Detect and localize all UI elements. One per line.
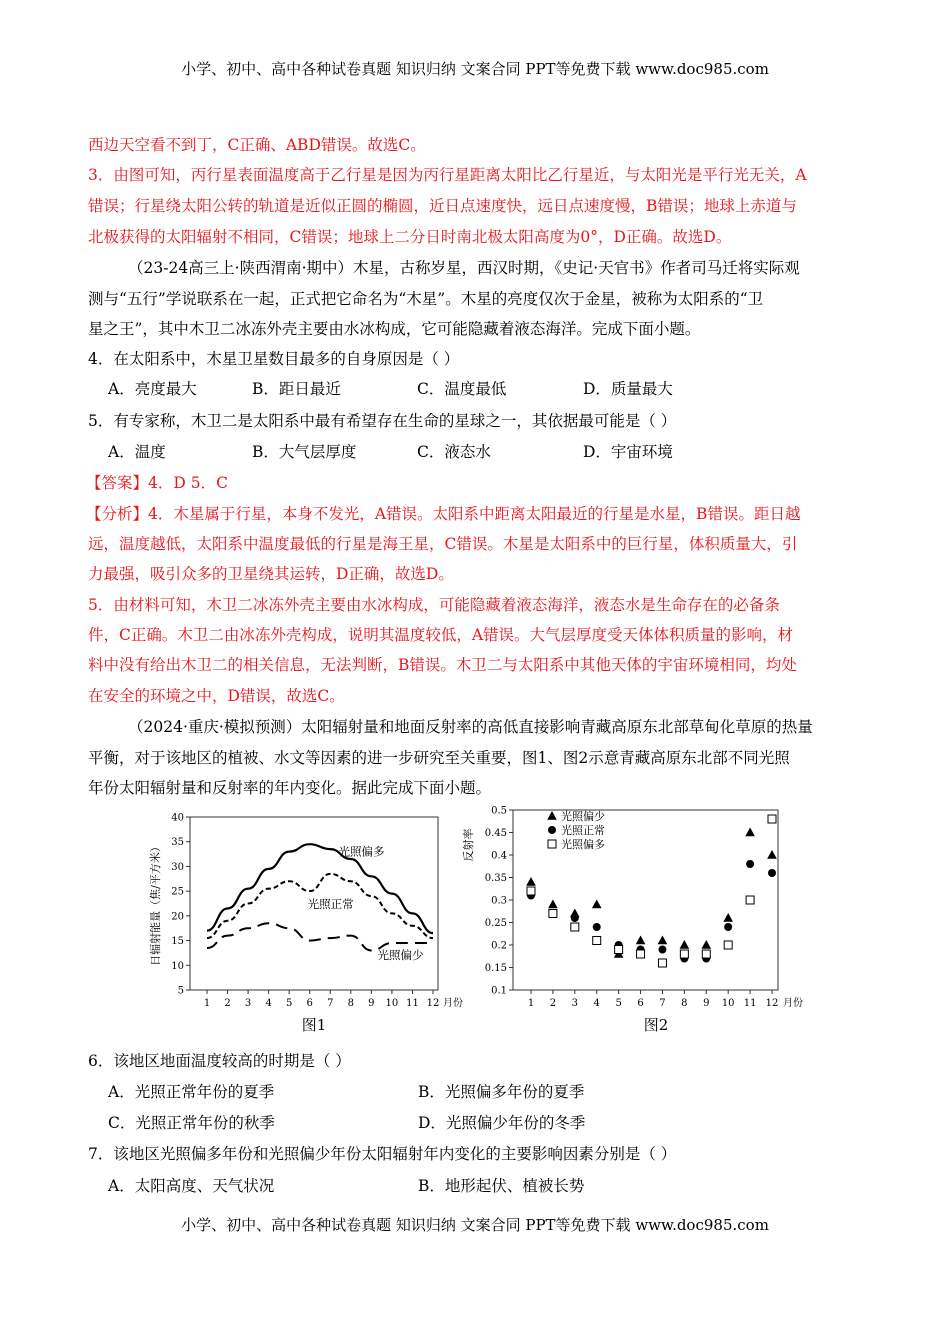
data-point-square xyxy=(615,946,623,954)
q5-option-c[interactable]: C．液态水 xyxy=(417,443,491,461)
y-tick-label: 0.35 xyxy=(484,873,507,884)
data-point-triangle xyxy=(745,828,755,837)
y-tick-label: 30 xyxy=(171,861,184,873)
analysis-line: 力最强，吸引众多的卫星绕其运转，D正确，故选D。 xyxy=(88,565,454,583)
y-tick-label: 0.25 xyxy=(484,918,507,929)
legend-label: 光照偏少 xyxy=(561,810,605,823)
analysis-line: 料中没有给出木卫二的相关信息，无法判断，B错误。木卫二与太阳系中其他天体的宇宙环境相同，均处 xyxy=(88,656,797,674)
y-tick-label: 5 xyxy=(177,985,184,997)
question-7-stem: 7．该地区光照偏多年份和光照偏少年份太阳辐射年内变化的主要影响因素分别是（ ） xyxy=(88,1145,677,1163)
data-point-triangle xyxy=(767,850,777,859)
q7-option-a[interactable]: A．太阳高度、天气状况 xyxy=(108,1177,275,1195)
y-axis-label: 反射率 xyxy=(462,828,475,862)
passage-line: （2024·重庆·模拟预测）太阳辐射量和地面反射率的高低直接影响青藏高原东北部草甸化草原的热量 xyxy=(128,718,813,736)
x-tick-label: 7 xyxy=(327,998,334,1009)
y-tick-label: 0.45 xyxy=(484,828,507,839)
x-tick-label: 2 xyxy=(224,998,231,1009)
q5-option-d[interactable]: D．宇宙环境 xyxy=(583,443,673,461)
y-tick-label: 20 xyxy=(171,911,184,923)
q5-option-b[interactable]: B．大气层厚度 xyxy=(252,443,357,461)
data-point-square xyxy=(746,896,754,904)
legend-marker-triangle xyxy=(547,811,557,820)
q4-option-a[interactable]: A．亮度最大 xyxy=(108,380,197,398)
x-tick-label: 9 xyxy=(368,998,375,1009)
y-tick-label: 0.4 xyxy=(491,850,507,862)
answer-line: 错误；行星绕太阳公转的轨道是近似正圆的椭圆，近日点速度快，远日点速度慢，B错误；地球上赤道与 xyxy=(88,197,797,215)
x-tick-label: 5 xyxy=(615,998,622,1009)
data-point-triangle xyxy=(592,900,602,909)
q5-option-a[interactable]: A．温度 xyxy=(108,443,166,461)
y-tick-label: 15 xyxy=(171,936,184,948)
passage-line: 测与“五行”学说联系在一起，正式把它命名为“木星”。木星的亮度仅次于金星，被称为太阳系的“卫 xyxy=(88,290,764,308)
x-tick-label: 8 xyxy=(347,998,355,1009)
analysis-line: 远，温度越低，太阳系中温度最低的行星是海王星，C错误。木星是太阳系中的巨行星，体积质量大，引 xyxy=(88,535,798,553)
q4-option-b[interactable]: B．距日最近 xyxy=(252,380,341,398)
analysis-line: 【分析】4．木星属于行星，本身不发光，A错误。太阳系中距离太阳最近的行星是水星，B错误。距日越 xyxy=(86,505,801,523)
x-tick-label: 8 xyxy=(681,998,688,1009)
data-point-square xyxy=(724,941,732,949)
figure-1-chart xyxy=(140,800,463,1045)
y-tick-label: 0.3 xyxy=(491,895,507,907)
x-tick-label: 11 xyxy=(406,998,419,1009)
passage-line: 平衡，对于该地区的植被、水文等因素的进一步研究至关重要，图1、图2示意青藏高原东北部不同光照 xyxy=(88,749,790,767)
analysis-line: 在安全的环境之中，D错误，故选C。 xyxy=(88,687,345,705)
data-point-square xyxy=(593,937,601,945)
legend-label: 光照偏多 xyxy=(561,838,605,851)
series-line-3 xyxy=(207,923,433,950)
analysis-line: 5．由材料可知，木卫二冰冻外壳主要由水冰构成，可能隐藏着液态海洋，液态水是生命存在的必备条 xyxy=(88,596,780,614)
data-point-square xyxy=(637,950,645,958)
data-point-circle xyxy=(658,946,666,954)
q4-option-c[interactable]: C．温度最低 xyxy=(417,380,507,398)
data-point-triangle xyxy=(701,940,711,949)
data-point-square xyxy=(571,923,579,931)
y-tick-label: 40 xyxy=(171,812,184,824)
data-point-square xyxy=(768,815,776,823)
x-tick-label: 4 xyxy=(265,998,272,1009)
data-point-square xyxy=(549,910,557,918)
question-4-stem: 4．在太阳系中，木星卫星数目最多的自身原因是（ ） xyxy=(88,350,460,368)
analysis-line: 件，C正确。木卫二由冰冻外壳构成，说明其温度较低，A错误。大气层厚度受天体体积质量的影响，材 xyxy=(88,626,794,644)
y-tick-label: 0.5 xyxy=(491,805,507,817)
legend-label: 光照正常 xyxy=(561,824,605,837)
data-point-triangle xyxy=(526,877,536,886)
y-tick-label: 35 xyxy=(171,837,184,849)
x-tick-label: 10 xyxy=(721,998,735,1009)
y-axis-label: 日辐射能量（焦/平方米） xyxy=(149,841,162,966)
passage-line: 年份太阳辐射量和反射率的年内变化。据此完成下面小题。 xyxy=(88,779,492,797)
q6-option-b[interactable]: B．光照偏多年份的夏季 xyxy=(418,1083,585,1101)
q7-option-b[interactable]: B．地形起伏、植被长势 xyxy=(418,1177,585,1195)
page-footer: 小学、初中、高中各种试卷真题 知识归纳 文案合同 PPT等免费下载 www.doc985.com xyxy=(181,1216,769,1234)
data-point-circle xyxy=(724,923,732,931)
data-point-triangle xyxy=(723,913,733,922)
x-tick-label: 1 xyxy=(203,998,211,1009)
data-point-square xyxy=(702,950,710,958)
series-label-3: 光照偏少 xyxy=(377,947,424,962)
passage-line: 星之王”，其中木卫二冰冻外壳主要由水冰构成，它可能隐藏着液态海洋。完成下面小题。 xyxy=(88,320,701,338)
x-tick-label: 7 xyxy=(659,998,666,1009)
legend-marker-circle xyxy=(548,826,556,834)
q4-option-d[interactable]: D．质量最大 xyxy=(583,380,673,398)
x-tick-label: 5 xyxy=(285,998,293,1009)
x-tick-label: 2 xyxy=(549,998,557,1009)
x-tick-label: 3 xyxy=(571,998,579,1009)
x-tick-label: 6 xyxy=(306,998,313,1009)
data-point-circle xyxy=(571,914,579,922)
series-label-1: 光照偏多 xyxy=(338,844,385,859)
x-tick-label: 12 xyxy=(426,998,440,1009)
x-tick-label: 10 xyxy=(385,998,399,1009)
passage-line: （23-24高三上·陕西渭南·期中）木星，古称岁星，西汉时期，《史记·天官书》作者司马迁将实际观 xyxy=(128,259,800,277)
page-header: 小学、初中、高中各种试卷真题 知识归纳 文案合同 PPT等免费下载 www.doc985.com xyxy=(181,60,769,78)
y-tick-label: 0.2 xyxy=(491,940,507,952)
x-tick-label: 1 xyxy=(527,998,535,1009)
figure-title: 图2 xyxy=(643,1016,669,1034)
answer-key: 【答案】4．D 5．C xyxy=(86,474,228,492)
data-point-triangle xyxy=(636,936,646,945)
data-point-triangle xyxy=(680,940,690,949)
figure-title: 图1 xyxy=(301,1016,327,1034)
legend-marker-square xyxy=(548,840,556,848)
answer-line: 西边天空看不到丁，C正确、ABD错误。故选C。 xyxy=(88,136,426,154)
data-point-square xyxy=(658,959,666,967)
answer-line: 北极获得的太阳辐射不相同，C错误；地球上二分日时南北极太阳高度为0°，D正确。故选D。 xyxy=(88,228,732,246)
question-5-stem: 5．有专家称，木卫二是太阳系中最有希望存在生命的星球之一，其依据最可能是（ ） xyxy=(88,412,677,430)
y-tick-label: 0.15 xyxy=(484,963,507,974)
data-point-triangle xyxy=(658,936,668,945)
y-tick-label: 25 xyxy=(171,886,184,898)
series-line-1 xyxy=(207,844,433,933)
x-tick-label: 9 xyxy=(703,998,710,1009)
data-point-square xyxy=(527,887,535,895)
data-point-circle xyxy=(746,860,754,868)
data-point-square xyxy=(680,950,688,958)
q6-option-c[interactable]: C．光照正常年份的秋季 xyxy=(108,1114,275,1132)
data-point-circle xyxy=(593,923,601,931)
q6-option-a[interactable]: A．光照正常年份的夏季 xyxy=(108,1083,275,1101)
answer-line: 3．由图可知，丙行星表面温度高于乙行星是因为丙行星距离太阳比乙行星近，与太阳光是平行光无关，A xyxy=(88,166,807,184)
x-tick-label: 11 xyxy=(743,998,757,1009)
q6-option-d[interactable]: D．光照偏少年份的冬季 xyxy=(418,1114,586,1132)
data-point-circle xyxy=(768,869,776,877)
x-tick-label: 12 xyxy=(765,998,779,1009)
x-tick-label: 3 xyxy=(244,998,252,1009)
figure-2-chart xyxy=(458,800,808,1045)
x-axis-label: 月份 xyxy=(783,998,803,1009)
y-tick-label: 0.1 xyxy=(491,985,507,997)
y-tick-label: 10 xyxy=(171,960,184,972)
question-6-stem: 6．该地区地面温度较高的时期是（ ） xyxy=(88,1052,351,1070)
data-point-triangle xyxy=(548,900,558,909)
series-label-2: 光照正常 xyxy=(307,896,354,911)
x-tick-label: 6 xyxy=(637,998,644,1009)
x-tick-label: 4 xyxy=(593,998,600,1009)
x-axis-label: 月份 xyxy=(443,998,463,1009)
